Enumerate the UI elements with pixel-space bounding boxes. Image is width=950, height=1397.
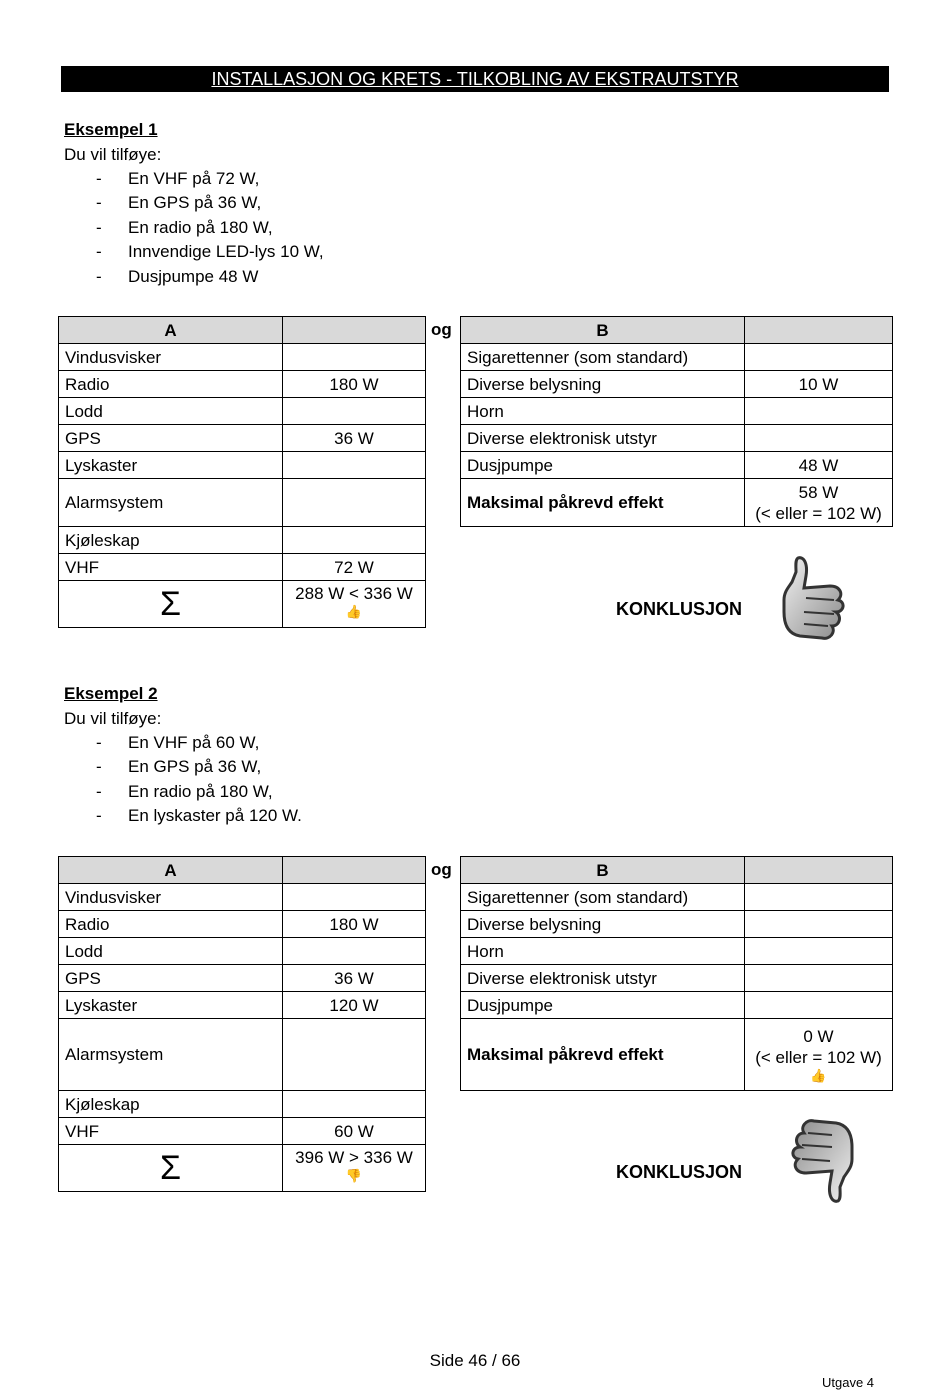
table-header: A xyxy=(59,857,283,884)
list-item: - En VHF på 60 W, xyxy=(96,733,260,752)
max-row xyxy=(461,479,893,527)
example-1-list xyxy=(61,167,324,289)
example-1-table-b xyxy=(460,316,893,527)
list-item: - Innvendige LED-lys 10 W, xyxy=(96,242,324,262)
table-row: Radio 180 W xyxy=(59,911,426,938)
example-2-intro: Du vil tilføye: xyxy=(64,709,162,728)
table-row: Lyskaster xyxy=(59,452,426,479)
example-2-heading: Eksempel 2 xyxy=(64,684,158,703)
table-header: B xyxy=(461,317,745,344)
max-label: Maksimal påkrevd effekt xyxy=(461,479,745,527)
table-row: Lodd xyxy=(59,938,426,965)
table-row: Dusjpumpe xyxy=(461,992,893,1019)
table-row: Kjøleskap xyxy=(59,1091,426,1118)
max-label: Maksimal påkrevd effekt xyxy=(461,1019,745,1091)
table-row: Alarmsystem xyxy=(59,1019,426,1091)
list-item: - En VHF på 72 W, xyxy=(96,169,260,188)
sum-row xyxy=(59,581,426,628)
table-row: VHF 72 W xyxy=(59,554,426,581)
conclusion-label: KONKLUSJON xyxy=(616,599,743,619)
og-label: og xyxy=(431,860,452,879)
conclusion-label: KONKLUSJON xyxy=(616,1162,743,1182)
thumbs-up-icon xyxy=(778,554,858,646)
max-row xyxy=(461,1019,893,1091)
table-row: Diverse belysning xyxy=(461,911,893,938)
sum-value: 396 W > 336 W xyxy=(295,1148,413,1167)
table-row: Lyskaster 120 W xyxy=(59,992,426,1019)
example-2-table-a xyxy=(58,856,426,1192)
page-number: Side 46 / 66 xyxy=(429,1351,521,1370)
max-value: 0 W xyxy=(803,1026,834,1046)
list-item: - En radio på 180 W, xyxy=(96,217,273,237)
table-row: Vindusvisker xyxy=(59,884,426,911)
edition-label: Utgave 4 xyxy=(822,1375,875,1390)
list-item: - En lyskaster på 120 W. xyxy=(96,806,302,826)
small-thumbs-up-icon: 👍 xyxy=(810,1067,827,1083)
sum-value: 288 W < 336 W xyxy=(295,584,413,603)
table-row: Alarmsystem xyxy=(59,479,426,527)
table-row: Diverse elektronisk utstyr xyxy=(461,965,893,992)
table-row: Lodd xyxy=(59,398,426,425)
table-row: GPS 36 W xyxy=(59,425,426,452)
sigma-symbol: Σ xyxy=(59,581,283,628)
table-row: Radio 180 W xyxy=(59,371,426,398)
list-item: - En radio på 180 W, xyxy=(96,781,273,801)
table-row: Sigarettenner (som standard) xyxy=(461,884,893,911)
table-header: B xyxy=(461,857,745,884)
table-row: Dusjpumpe 48 W xyxy=(461,452,893,479)
table-row: VHF 60 W xyxy=(59,1118,426,1145)
small-thumbs-up-icon: 👍 xyxy=(345,604,363,619)
example-1-table-a xyxy=(58,316,426,628)
page-title: INSTALLASJON OG KRETS - TILKOBLING AV EKSTRAUTSTYR xyxy=(211,69,739,89)
page-title-bar xyxy=(61,66,889,92)
table-row: Sigarettenner (som standard) xyxy=(461,344,893,371)
example-2-table-b xyxy=(460,856,893,1091)
table-row: Vindusvisker xyxy=(59,344,426,371)
max-value: 58 W xyxy=(798,482,839,502)
list-item: - Dusjpumpe 48 W xyxy=(96,266,259,286)
table-row: Diverse belysning 10 W xyxy=(461,371,893,398)
list-item: - En GPS på 36 W, xyxy=(96,193,262,213)
max-limit: (< eller = 102 W) xyxy=(755,1047,882,1067)
list-item: - En GPS på 36 W, xyxy=(96,757,262,777)
small-thumbs-down-icon: 👎 xyxy=(345,1168,363,1183)
example-1-intro: Du vil tilføye: xyxy=(64,145,162,164)
example-2-list xyxy=(61,731,302,829)
sigma-symbol: Σ xyxy=(59,1145,283,1192)
table-row: Diverse elektronisk utstyr xyxy=(461,425,893,452)
thumbs-down-icon xyxy=(778,1113,858,1205)
table-row: GPS 36 W xyxy=(59,965,426,992)
max-limit: (< eller = 102 W) xyxy=(755,503,882,523)
table-row: Horn xyxy=(461,938,893,965)
table-row: Horn xyxy=(461,398,893,425)
table-row: Kjøleskap xyxy=(59,527,426,554)
og-label: og xyxy=(431,320,452,339)
sum-row xyxy=(59,1145,426,1192)
example-1-heading: Eksempel 1 xyxy=(64,120,158,139)
table-header: A xyxy=(59,317,283,344)
